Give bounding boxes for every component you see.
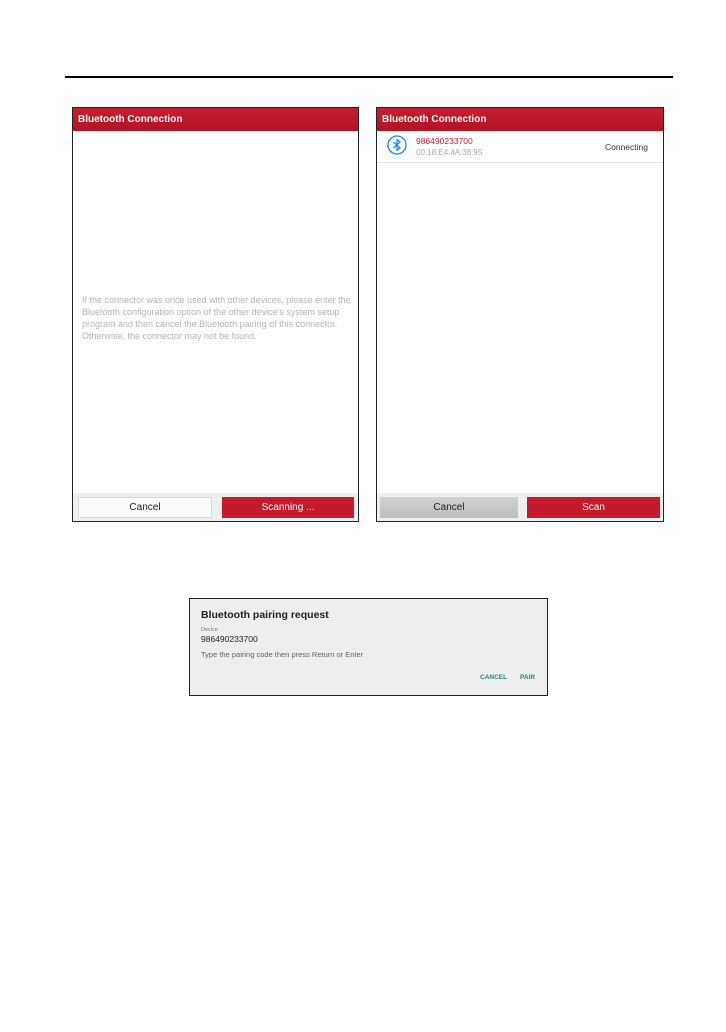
bluetooth-pairing-dialog <box>189 598 548 696</box>
device-name: 986490233700 <box>201 634 258 644</box>
action-bar <box>377 493 663 521</box>
bluetooth-icon <box>387 135 407 155</box>
device-label: Device <box>201 627 218 633</box>
device-mac-address: 00:18:E4:4A:38:95 <box>416 148 483 157</box>
pairing-instruction: Type the pairing code then press Return or Enter <box>201 650 364 659</box>
pair-button[interactable]: PAIR <box>520 674 536 681</box>
device-name: 986490233700 <box>416 136 473 146</box>
dialog-title: Bluetooth pairing request <box>201 609 329 621</box>
header-rule <box>65 76 673 78</box>
cancel-button[interactable]: Cancel <box>380 497 518 518</box>
bluetooth-scanning-screen <box>72 107 359 522</box>
cancel-button[interactable]: Cancel <box>78 497 212 518</box>
bluetooth-device-list-screen <box>376 107 664 522</box>
connection-status: Connecting <box>604 142 648 152</box>
screen-title: Bluetooth Connection <box>377 108 663 131</box>
screen-title: Bluetooth Connection <box>73 108 358 131</box>
scanning-button[interactable]: Scanning ... <box>222 497 354 518</box>
action-bar <box>73 493 358 521</box>
scan-button[interactable]: Scan <box>527 497 660 518</box>
dialog-cancel-button[interactable]: CANCEL <box>480 674 508 681</box>
connector-hint-text: If the connector was once used with other devices, please enter the Bluetooth configuration option of the other device's system setup program and then cancel the Bluetooth pairing of this connector. Otherwise, the connector may not be found. <box>82 295 351 341</box>
device-list-item[interactable] <box>377 131 663 163</box>
